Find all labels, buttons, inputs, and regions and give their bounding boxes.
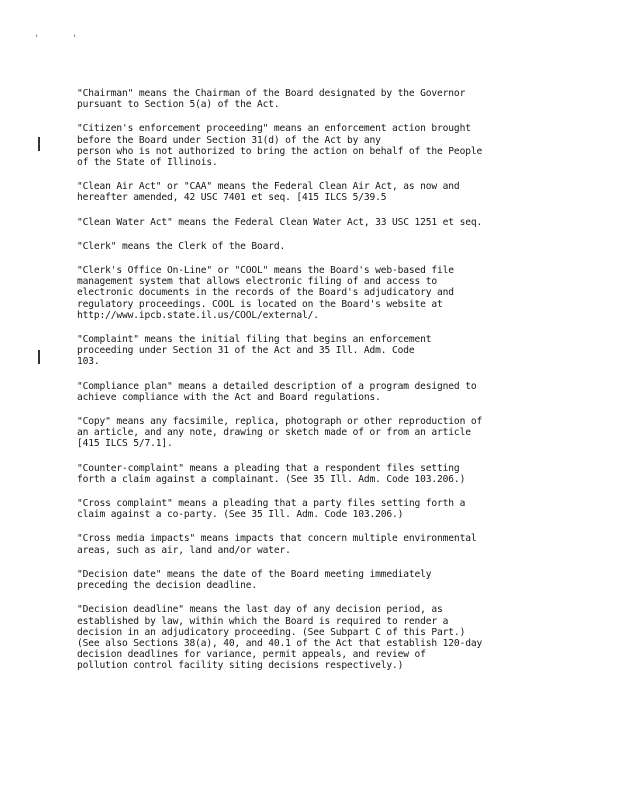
definition-clean-air-act: "Clean Air Act" or "CAA" means the Federal Clean Air Act, as now and hereafter amended, 42 USC 7401 et seq. [415 ILCS 5/39.5 bbox=[77, 181, 460, 204]
definitions-body bbox=[77, 88, 557, 685]
revision-bar bbox=[38, 137, 40, 151]
definition-copy: "Copy" means any facsimile, replica, photograph or other reproduction of an article, and any note, drawing or sketch made of or from an article [415 ILCS 5/7.1]. bbox=[77, 416, 483, 450]
definition-clean-water-act: "Clean Water Act" means the Federal Clean Water Act, 33 USC 1251 et seq. bbox=[77, 216, 483, 228]
page-edge-marks bbox=[34, 34, 94, 44]
page-mark: ' bbox=[72, 34, 78, 44]
definition-complaint: "Complaint" means the initial filing that begins an enforcement proceeding under Section 31 of the Act and 35 Ill. Adm. Code 103. bbox=[77, 334, 432, 368]
definition-compliance-plan: "Compliance plan" means a detailed description of a program designed to achieve compliance with the Act and Board regulations. bbox=[77, 380, 477, 403]
definition-cross-media-impacts: "Cross media impacts" means impacts that concern multiple environmental areas, such as air, land and/or water. bbox=[77, 533, 477, 556]
page-mark: ' bbox=[34, 34, 40, 44]
definition-citizens-enforcement: "Citizen's enforcement proceeding" means an enforcement action brought before the Board under Section 31(d) of the Act by any person who is not authorized to bring the action on behalf of the People of the State of Illinois. bbox=[77, 123, 483, 169]
definition-cool: "Clerk's Office On-Line" or "COOL" means the Board's web-based file management system that allows electronic filing of and access to electronic documents in the records of the Board's adjudicatory and regulatory proceedings. COOL is located on the Board's website at http://www.ipcb.state.il.us/COOL/external/. bbox=[77, 265, 454, 321]
revision-bar bbox=[38, 350, 40, 364]
definition-clerk: "Clerk" means the Clerk of the Board. bbox=[77, 240, 286, 252]
definition-decision-deadline: "Decision deadline" means the last day of any decision period, as established by law, within which the Board is required to render a decision in an adjudicatory proceeding. (See Subpart C of this Part.) (See also Sections 38(a), 40, and 40.1 of the Act that establish 120-day decision deadlines for variance, permit appeals, and review of pollution control facility siting decisions respectively.) bbox=[77, 604, 483, 672]
definition-decision-date: "Decision date" means the date of the Board meeting immediately preceding the decision deadline. bbox=[77, 568, 432, 592]
definition-cross-complaint: "Cross complaint" means a pleading that a party files setting forth a claim against a co-party. (See 35 Ill. Adm. Code 103.206.) bbox=[77, 498, 466, 521]
definition-counter-complaint: "Counter-complaint" means a pleading that a respondent files setting forth a claim against a complainant. (See 35 Ill. Adm. Code 103.206.) bbox=[77, 462, 466, 485]
definition-chairman: "Chairman" means the Chairman of the Board designated by the Governor pursuant to Section 5(a) of the Act. bbox=[77, 88, 466, 111]
